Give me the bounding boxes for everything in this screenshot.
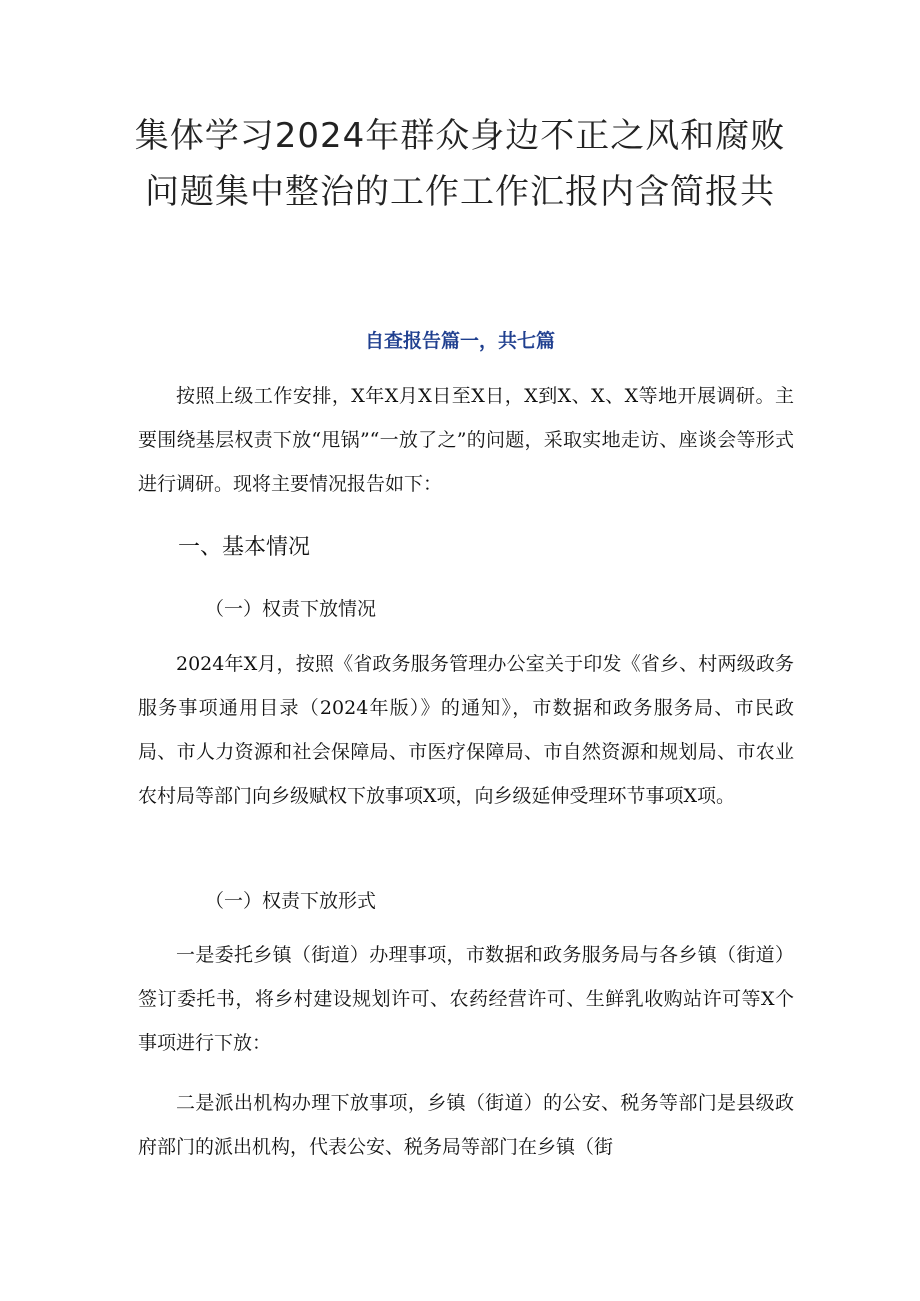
document-title: [110, 108, 810, 220]
dispatched-agencies-paragraph: 二是派出机构办理下放事项，乡镇（街道）的公安、税务等部门是县级政府部门的派出机构，代表公安、税务局等部门在乡镇（街: [138, 1092, 794, 1158]
report-subtitle: 自查报告篇一，共七篇: [364, 330, 555, 352]
subsection-heading-delegation-status: （一）权责下放情况: [205, 598, 377, 620]
entrusted-matters-paragraph: 一是委托乡镇（街道）办理事项，市数据和政务服务局与各乡镇（街道）签订委托书，将乡村建设规划许可、农药经营许可、生鲜乳收购站许可等X个事项进行下放：: [138, 944, 794, 1054]
section-heading-basic-situation: 一、基本情况: [178, 535, 311, 560]
delegation-status-paragraph: 2024年X月，按照《省政务服务管理办公室关于印发《省乡、村两级政务服务事项通用目录（2024年版）》的通知》，市数据和政务服务局、市民政局、市人力资源和社会保障局、市医疗保障局、市自然资源和规划局、市农业农村局等部门向乡级赋权下放事项X项，向乡级延伸受理环节事项X项。: [138, 653, 794, 807]
subsection-heading-delegation-form: （一）权责下放形式: [205, 890, 377, 912]
title-line-2: 问题集中整治的工作工作汇报内含简报共: [145, 172, 775, 212]
title-line-1: 集体学习2024年群众身边不正之风和腐败: [134, 116, 786, 156]
intro-paragraph: 按照上级工作安排，X年X月X日至X日，X到X、X、X等地开展调研。主要围绕基层权责下放“甩锅”“一放了之”的问题，采取实地走访、座谈会等形式进行调研。现将主要情况报告如下：: [138, 385, 794, 495]
